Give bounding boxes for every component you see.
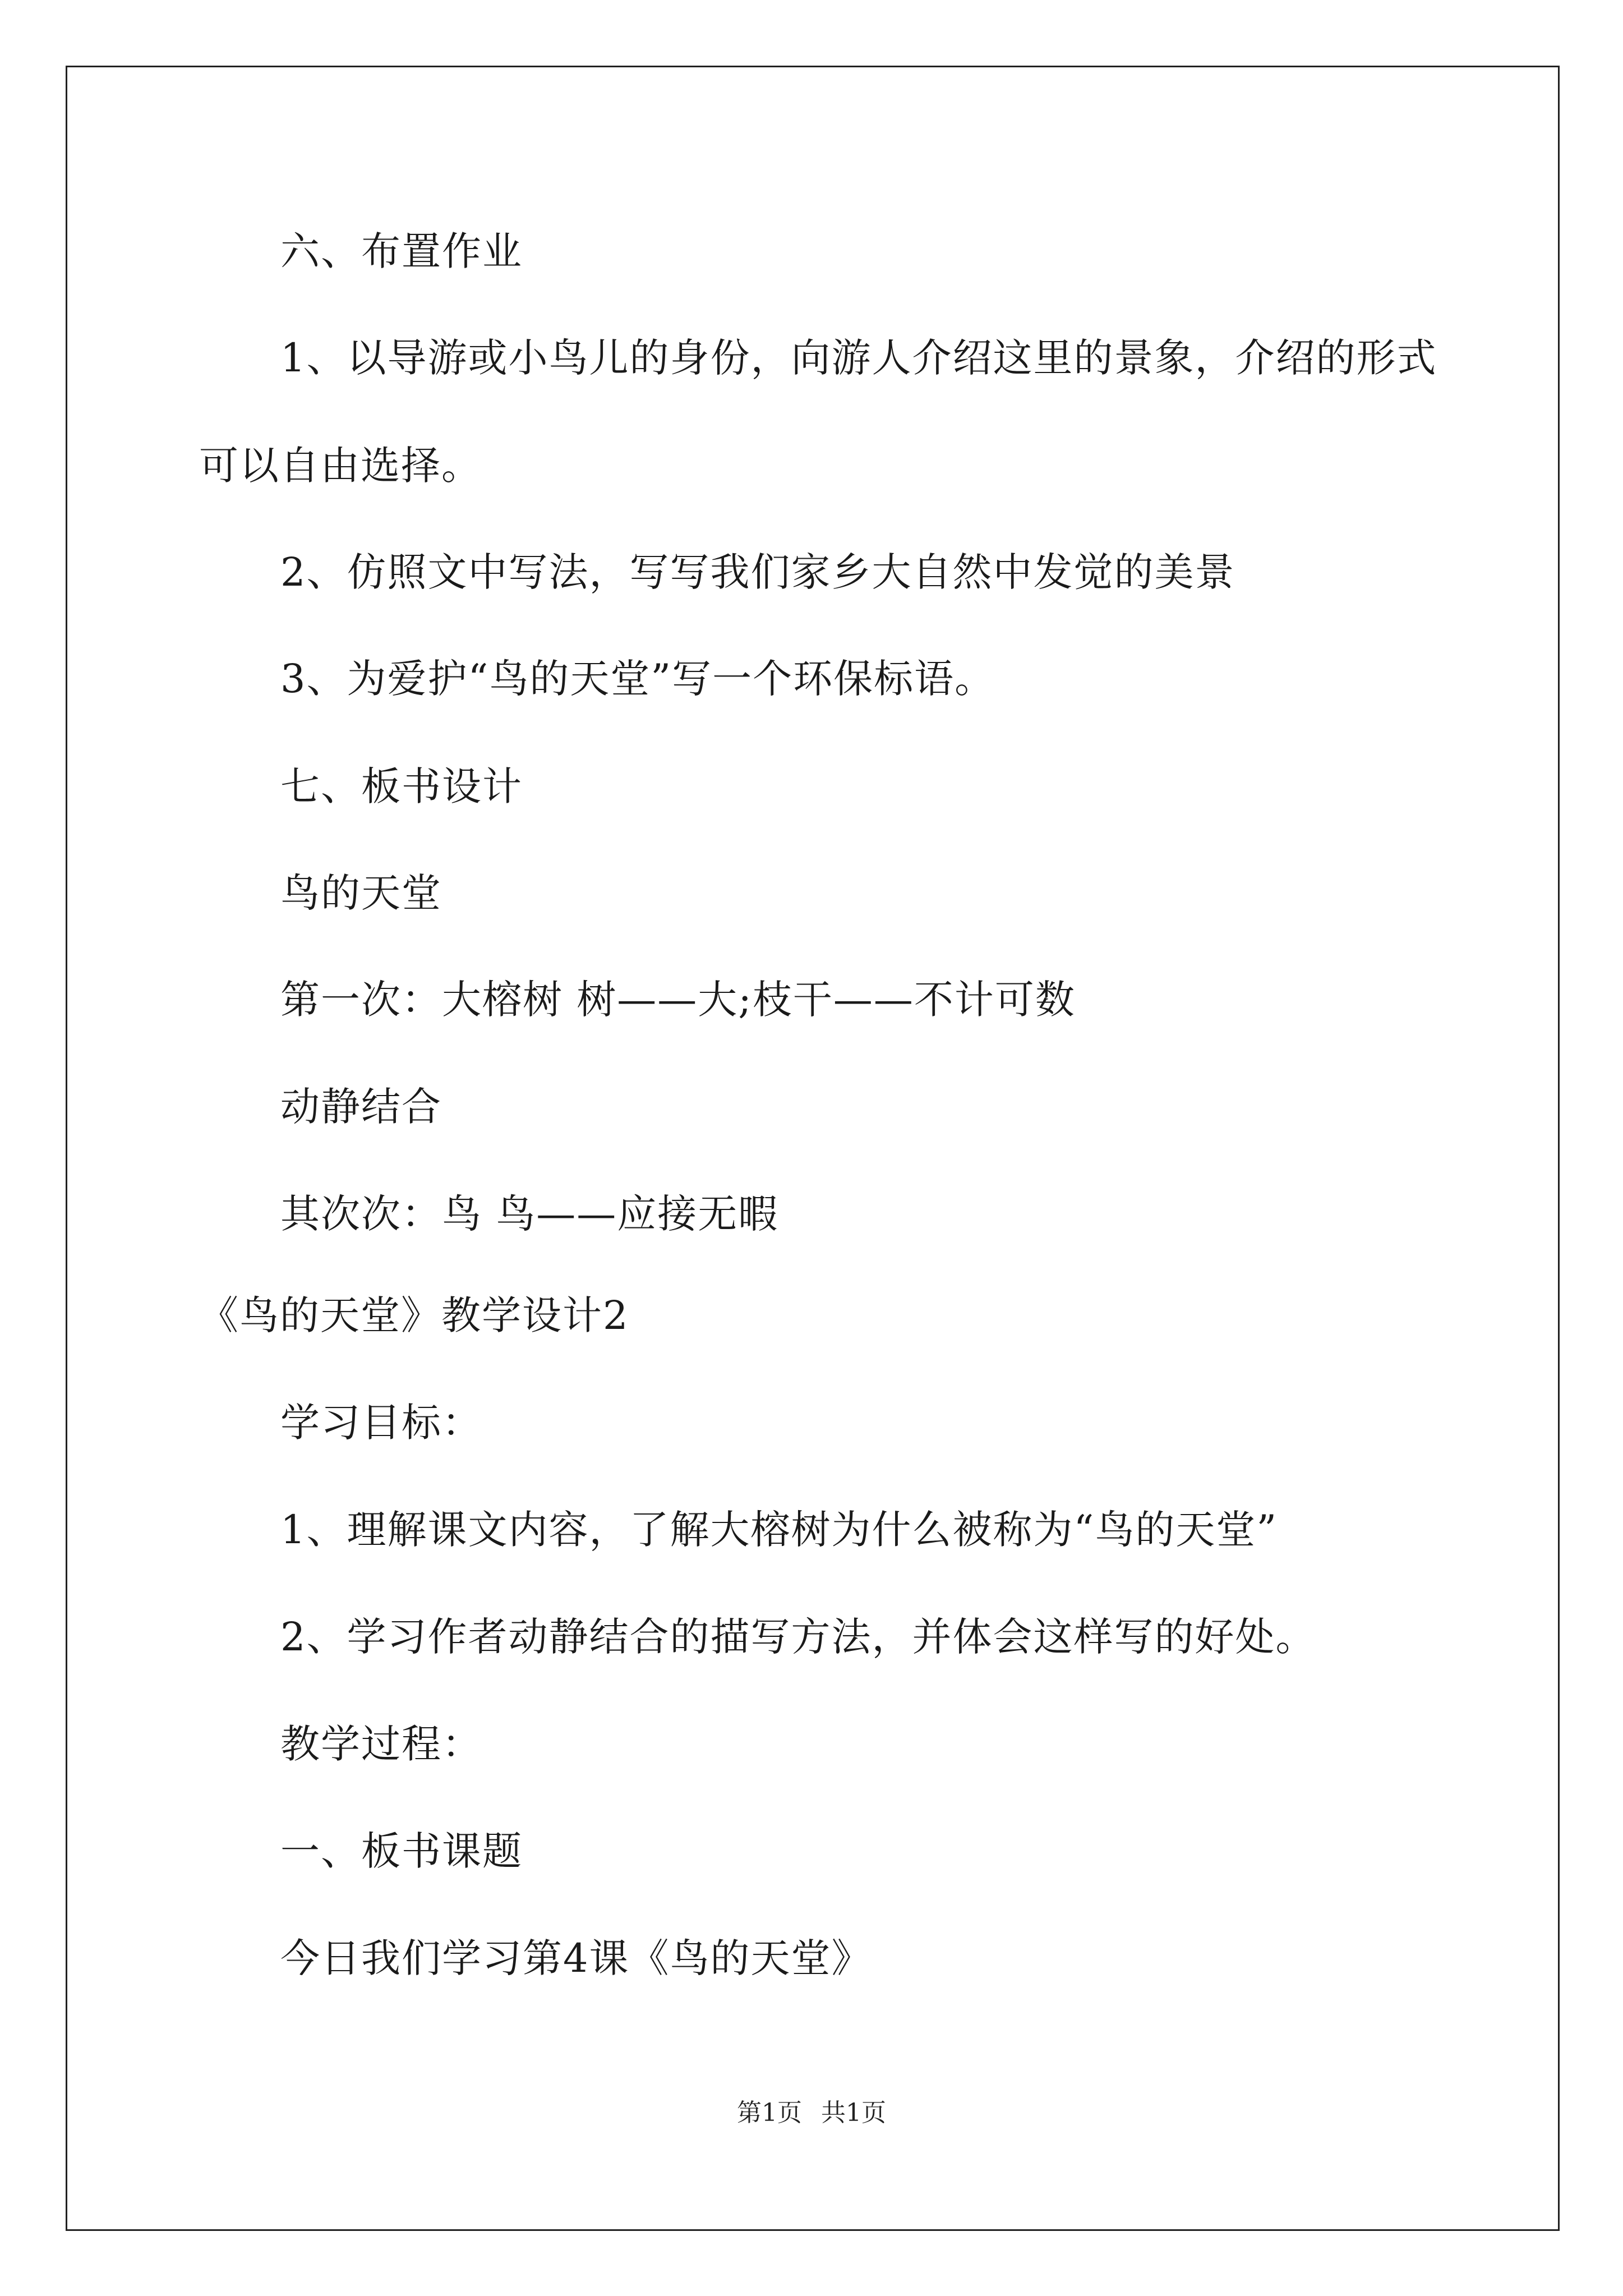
board-line-dynamic-static: 动静结合 bbox=[280, 1084, 442, 1130]
page-count: 共1页 bbox=[821, 2099, 886, 2127]
homework-item-1-continued: 可以自由选择。 bbox=[199, 443, 482, 489]
page-footer bbox=[0, 2096, 1623, 2130]
board-line-second: 其次次：鸟 鸟——应接无暇 bbox=[280, 1191, 779, 1237]
lesson-plan-title-2: 《鸟的天堂》教学设计2 bbox=[199, 1292, 629, 1338]
homework-item-2: 2、仿照文中写法，写写我们家乡大自然中发觉的美景 bbox=[280, 549, 1235, 595]
section-heading-homework: 六、布置作业 bbox=[280, 228, 523, 274]
page-border bbox=[66, 66, 1560, 2231]
learning-goals-heading: 学习目标： bbox=[280, 1400, 482, 1446]
board-line-first: 第一次：大榕树 树——大;枝干——不计可数 bbox=[280, 977, 1076, 1023]
process-step-1-text: 今日我们学习第4课《鸟的天堂》 bbox=[280, 1935, 872, 1981]
board-title: 鸟的天堂 bbox=[280, 870, 442, 916]
page-number: 第1页 bbox=[737, 2099, 802, 2127]
process-step-1-heading: 一、板书课题 bbox=[280, 1828, 523, 1874]
section-heading-board-design: 七、板书设计 bbox=[280, 763, 523, 809]
teaching-process-heading: 教学过程： bbox=[280, 1721, 482, 1767]
homework-item-3: 3、为爱护“鸟的天堂”写一个环保标语。 bbox=[280, 656, 995, 702]
homework-item-1: 1、以导游或小鸟儿的身份，向游人介绍这里的景象，介绍的形式 bbox=[280, 335, 1437, 381]
learning-goal-1: 1、理解课文内容，了解大榕树为什么被称为“鸟的天堂” bbox=[280, 1507, 1278, 1553]
learning-goal-2: 2、学习作者动静结合的描写方法，并体会这样写的好处。 bbox=[280, 1614, 1316, 1660]
